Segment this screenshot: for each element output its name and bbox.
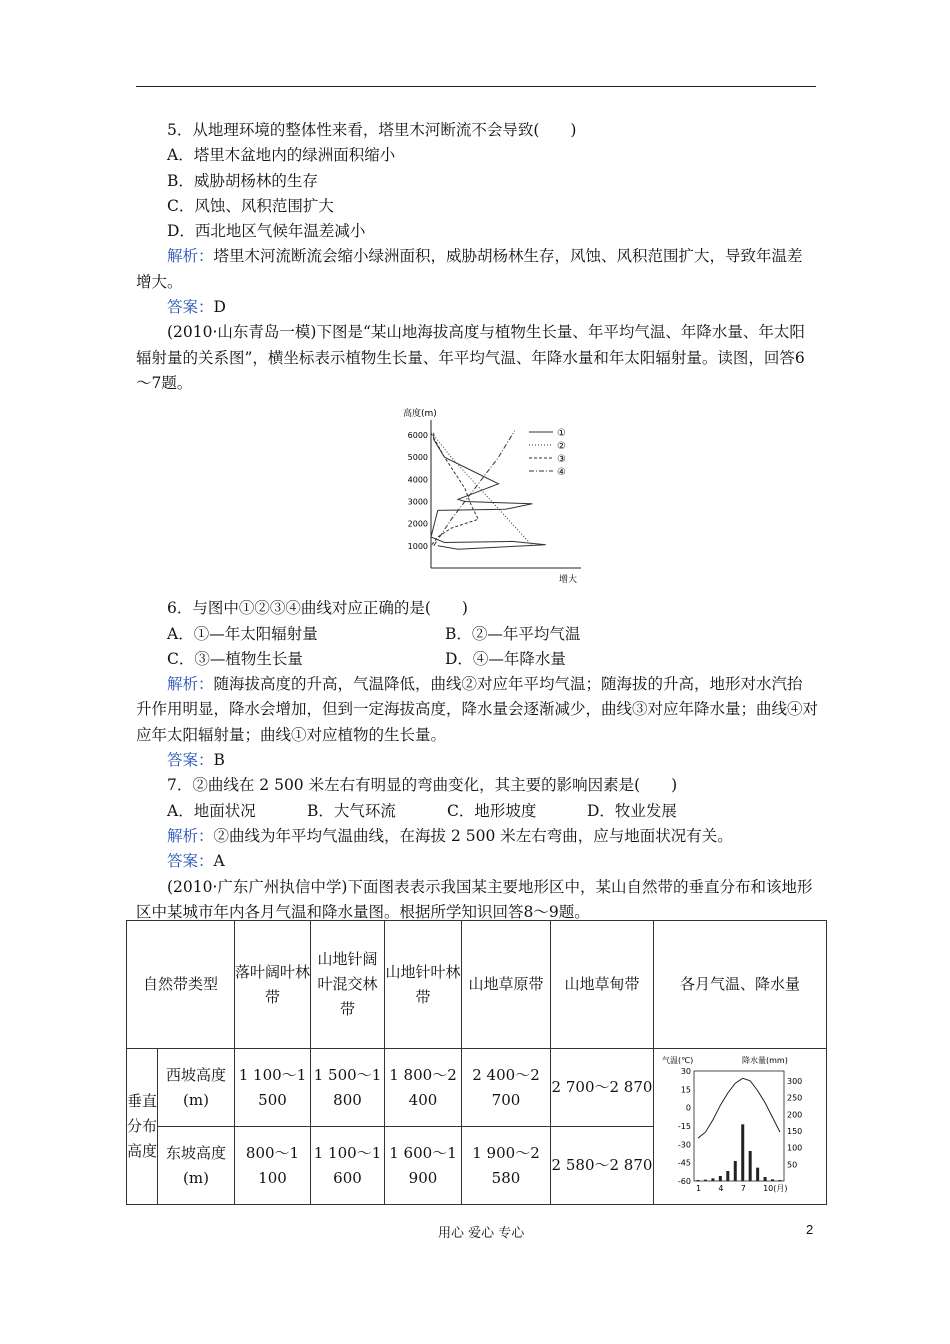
header-col-5: 山地草甸带 [551, 921, 654, 1049]
month-tick-label: 7 [740, 1183, 746, 1193]
answer-value: D [213, 298, 226, 317]
y-tick-label: 1000 [407, 542, 428, 552]
series-line-1 [431, 433, 546, 549]
precip-bar [741, 1124, 744, 1181]
q6-option-c: C．③—植物生长量 [167, 649, 303, 668]
legend-label-4: ④ [557, 467, 566, 479]
footer-text: 用心 爱心 专心 [438, 1226, 525, 1241]
cell: 1 500～1 800 [311, 1049, 385, 1127]
q6-options-row1 [136, 622, 818, 647]
q5-option-d: D．西北地区气候年温差减小 [167, 222, 366, 241]
precip-bar [697, 1180, 700, 1181]
precip-tick-label: 50 [787, 1159, 798, 1169]
q6-option-b: B．②—年平均气温 [445, 624, 581, 643]
q6-option-a: A．①—年太阳辐射量 [167, 624, 318, 643]
temp-tick-label: -15 [677, 1121, 691, 1131]
q7-option-a: A．地面状况 [167, 801, 256, 820]
temp-tick-label: -60 [677, 1176, 691, 1186]
q7-stem: 7．②曲线在 2 500 米左右有明显的弯曲变化，其主要的影响因素是( ) [167, 776, 678, 795]
header-climate: 各月气温、降水量 [654, 921, 827, 1049]
precip-bar [764, 1177, 767, 1181]
q6-options-row2 [136, 647, 818, 672]
cell: 800～1 100 [235, 1127, 311, 1205]
q5-option-a: A．塔里木盆地内的绿洲面积缩小 [167, 146, 396, 165]
precip-tick-label: 300 [787, 1076, 803, 1086]
series-line-4 [434, 431, 515, 546]
cell: 2 580～2 870 [551, 1127, 654, 1205]
plot-frame [694, 1071, 784, 1181]
month-tick-label: 4 [718, 1183, 724, 1193]
q7-option-b: B．大气环流 [307, 801, 396, 820]
header-col-1: 落叶阔叶林带 [235, 921, 311, 1049]
legend-label-1: ① [557, 428, 566, 440]
answer-value: A [213, 852, 225, 871]
precip-tick-label: 100 [787, 1143, 803, 1153]
altitude-chart [401, 406, 591, 586]
series-line-2 [434, 435, 533, 546]
q6-answer [136, 748, 818, 773]
analysis-text: ②曲线为年平均气温曲线，在海拔 2 500 米左右弯曲，应与地面状况有关。 [213, 826, 733, 845]
temp-tick-label: 15 [680, 1084, 691, 1094]
answer-label: 答案： [167, 751, 214, 770]
cell: 1 600～1 900 [385, 1127, 462, 1205]
analysis-text: 随海拔高度的升高，气温降低，曲线②对应年平均气温；随海拔的升高，地形对水汽抬升作用明显，降水会增加，但到一定海拔高度，降水量会逐渐减少，曲线③对应年降水量；曲线④对应年太阳辐射量；曲线①对应植物的生长量。 [136, 675, 819, 744]
y-axis-label: 高度(m) [403, 409, 437, 420]
temp-tick-label: -45 [677, 1158, 691, 1168]
header-zone-type: 自然带类型 [127, 921, 235, 1049]
table-row [127, 1049, 827, 1127]
answer-label: 答案： [167, 852, 214, 871]
q7-answer [136, 849, 818, 874]
answer-value: B [213, 751, 225, 770]
climate-chart-cell [654, 1049, 827, 1205]
y-tick-label: 3000 [407, 497, 428, 507]
altitude-chart-svg [401, 406, 591, 586]
precip-axis-title: 降水量(mm) [742, 1055, 788, 1065]
legend-label-2: ② [557, 441, 566, 453]
analysis-label: 解析： [167, 826, 214, 845]
cell: 1 900～2 580 [462, 1127, 551, 1205]
header-col-4: 山地草原带 [462, 921, 551, 1049]
precip-bar [711, 1178, 714, 1181]
cell: 1 100～1 500 [235, 1049, 311, 1127]
header-col-3: 山地针叶林带 [385, 921, 462, 1049]
q6-stem: 6．与图中①②③④曲线对应正确的是( ) [167, 599, 468, 618]
main-content [136, 118, 818, 925]
row-label-east: 东坡高度(m) [158, 1127, 235, 1205]
header-rule [136, 86, 816, 87]
precip-tick-label: 200 [787, 1109, 803, 1119]
q7-option-c: C．地形坡度 [447, 801, 537, 820]
y-tick-label: 5000 [407, 453, 428, 463]
precip-bar [704, 1179, 707, 1180]
precip-bar [749, 1151, 752, 1181]
q7-analysis [136, 824, 818, 849]
precip-bar [771, 1179, 774, 1181]
q5-analysis [136, 244, 818, 295]
q5-answer [136, 295, 818, 320]
q6-option-d: D．④—年降水量 [445, 649, 566, 668]
row-label-west: 西坡高度(m) [158, 1049, 235, 1127]
table-header-row [127, 921, 827, 1049]
month-tick-label: 1 [696, 1183, 702, 1193]
analysis-label: 解析： [167, 247, 214, 266]
analysis-label: 解析： [167, 675, 214, 694]
legend-label-3: ③ [557, 454, 566, 466]
q5-option-c: C．风蚀、风积范围扩大 [167, 196, 334, 215]
precip-bar [719, 1176, 722, 1181]
analysis-text: 塔里木河流断流会缩小绿洲面积，威胁胡杨林生存，风蚀、风积范围扩大，导致年温差增大。 [136, 247, 803, 291]
temp-axis-title: 气温(℃) [662, 1055, 694, 1065]
precip-tick-label: 250 [787, 1093, 803, 1103]
temp-tick-label: 30 [680, 1066, 691, 1076]
page-number: 2 [806, 1222, 814, 1237]
header-col-2: 山地针阔叶混交林带 [311, 921, 385, 1049]
intro-8-9: (2010·广东广州执信中学)下面图表表示我国某主要地形区中，某山自然带的垂直分布和该地形区中某城市年内各月气温和降水量图。根据所学知识回答8～9题。 [136, 877, 813, 921]
precip-bar [734, 1161, 737, 1181]
y-tick-label: 6000 [407, 431, 428, 441]
precip-bar [726, 1171, 729, 1181]
q6-analysis [136, 672, 818, 748]
natural-zone-table [126, 920, 827, 1205]
temperature-curve [698, 1078, 780, 1138]
intro-6-7: (2010·山东青岛一模)下图是“某山地海拔高度与植物生长量、年平均气温、年降水量、年太阳辐射量的关系图”，横坐标表示植物生长量、年平均气温、年降水量和年太阳辐射量。读图，回答6～7题。 [136, 323, 805, 392]
q5-option-b: B．威胁胡杨林的生存 [167, 171, 318, 190]
x-axis-label: 增大 [559, 575, 578, 586]
climate-chart [660, 1053, 820, 1193]
cell: 1 800～2 400 [385, 1049, 462, 1127]
month-tick-label: 10(月) [763, 1183, 788, 1193]
series-line-3 [431, 433, 478, 546]
q5-stem: 5．从地理环境的整体性来看，塔里木河断流不会导致( ) [167, 121, 577, 139]
answer-label: 答案： [167, 298, 214, 317]
temp-tick-label: -30 [677, 1139, 691, 1149]
q7-option-d: D．牧业发展 [587, 801, 677, 820]
cell: 2 700～2 870 [551, 1049, 654, 1127]
cell: 1 100～1 600 [311, 1127, 385, 1205]
side-label: 垂直分布高度 [127, 1049, 158, 1205]
precip-tick-label: 150 [787, 1126, 803, 1136]
precip-bar [779, 1180, 782, 1181]
cell: 2 400～2 700 [462, 1049, 551, 1127]
precip-bar [756, 1167, 759, 1180]
temp-tick-label: 0 [685, 1103, 691, 1113]
y-tick-label: 2000 [407, 519, 428, 529]
q7-options [136, 799, 818, 824]
y-tick-label: 4000 [407, 475, 428, 485]
